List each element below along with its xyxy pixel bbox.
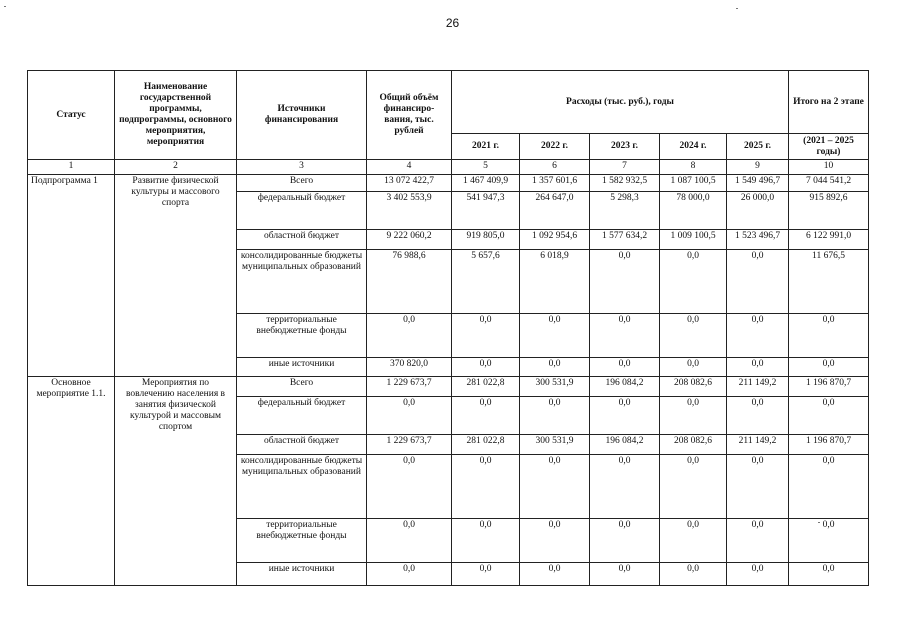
column-number: 4 <box>367 160 452 175</box>
value-cell: 0,0 <box>367 519 452 563</box>
value-cell: 0,0 <box>452 358 520 377</box>
value-cell: 208 082,6 <box>660 377 727 397</box>
value-cell: 0,0 <box>590 397 660 435</box>
value-cell: 0,0 <box>452 455 520 519</box>
value-cell: 1 467 409,9 <box>452 175 520 192</box>
header-expenses: Расходы (тыс. руб.), годы <box>452 71 789 134</box>
value-cell: 0,0 <box>660 358 727 377</box>
value-cell: 0,0 <box>727 250 789 314</box>
source-cell: консолидированные бюджеты муниципальных образований <box>237 455 367 519</box>
value-cell: 78 000,0 <box>660 192 727 230</box>
value-cell: 76 988,6 <box>367 250 452 314</box>
value-cell: 0,0 <box>727 519 789 563</box>
value-cell: 1 092 954,6 <box>520 230 590 250</box>
value-cell: 0,0 <box>590 250 660 314</box>
value-cell: 7 044 541,2 <box>789 175 869 192</box>
value-cell: 0,0 <box>520 519 590 563</box>
value-cell: 541 947,3 <box>452 192 520 230</box>
value-cell: 211 149,2 <box>727 377 789 397</box>
value-cell: 26 000,0 <box>727 192 789 230</box>
column-number: 6 <box>520 160 590 175</box>
financing-table <box>27 70 869 586</box>
value-cell: 11 676,5 <box>789 250 869 314</box>
value-cell: 1 229 673,7 <box>367 435 452 455</box>
value-cell: 0,0 <box>367 455 452 519</box>
value-cell: 0,0 <box>590 519 660 563</box>
value-cell: 0,0 <box>520 455 590 519</box>
source-cell: областной бюджет <box>237 435 367 455</box>
header-year: 2023 г. <box>590 134 660 160</box>
scan-speck <box>818 522 820 523</box>
value-cell: 0,0 <box>520 563 590 586</box>
value-cell: 6 018,9 <box>520 250 590 314</box>
header-stage-years: (2021 – 2025 годы) <box>789 134 869 160</box>
value-cell: 0,0 <box>367 397 452 435</box>
value-cell: 1 577 634,2 <box>590 230 660 250</box>
value-cell: 1 549 496,7 <box>727 175 789 192</box>
value-cell: 0,0 <box>789 519 869 563</box>
value-cell: 208 082,6 <box>660 435 727 455</box>
value-cell: 1 229 673,7 <box>367 377 452 397</box>
header-total: Общий объём финансиро-вания, тыс. рублей <box>367 71 452 160</box>
value-cell: 0,0 <box>452 519 520 563</box>
value-cell: 0,0 <box>367 563 452 586</box>
value-cell: 0,0 <box>452 314 520 358</box>
value-cell: 300 531,9 <box>520 435 590 455</box>
value-cell: 0,0 <box>590 314 660 358</box>
value-cell: 0,0 <box>727 397 789 435</box>
value-cell: 0,0 <box>789 397 869 435</box>
table-row <box>28 377 869 397</box>
value-cell: 0,0 <box>367 314 452 358</box>
header-year: 2024 г. <box>660 134 727 160</box>
column-number: 9 <box>727 160 789 175</box>
value-cell: 0,0 <box>660 455 727 519</box>
source-cell: Всего <box>237 377 367 397</box>
source-cell: консолидированные бюджеты муниципальных образований <box>237 250 367 314</box>
source-cell: федеральный бюджет <box>237 397 367 435</box>
scan-speck <box>736 8 738 9</box>
header-year: 2021 г. <box>452 134 520 160</box>
name-cell: Развитие физической культуры и массового спорта <box>115 175 237 377</box>
value-cell: 0,0 <box>727 455 789 519</box>
value-cell: 0,0 <box>660 314 727 358</box>
name-cell: Мероприятия по вовлечению населения в занятия физической культурой и массовым спортом <box>115 377 237 586</box>
value-cell: 13 072 422,7 <box>367 175 452 192</box>
column-number: 1 <box>28 160 115 175</box>
value-cell: 1 357 601,6 <box>520 175 590 192</box>
value-cell: 9 222 060,2 <box>367 230 452 250</box>
header-year: 2025 г. <box>727 134 789 160</box>
value-cell: 1 087 100,5 <box>660 175 727 192</box>
value-cell: 0,0 <box>590 358 660 377</box>
column-number-row <box>28 160 869 175</box>
value-cell: 0,0 <box>660 250 727 314</box>
value-cell: 1 582 932,5 <box>590 175 660 192</box>
column-number: 5 <box>452 160 520 175</box>
value-cell: 0,0 <box>660 519 727 563</box>
value-cell: 0,0 <box>727 358 789 377</box>
column-number: 10 <box>789 160 869 175</box>
source-cell: территориальные внебюджетные фонды <box>237 314 367 358</box>
source-cell: областной бюджет <box>237 230 367 250</box>
value-cell: 0,0 <box>452 397 520 435</box>
value-cell: 0,0 <box>520 314 590 358</box>
value-cell: 1 009 100,5 <box>660 230 727 250</box>
value-cell: 370 820,0 <box>367 358 452 377</box>
value-cell: 0,0 <box>660 397 727 435</box>
value-cell: 0,0 <box>789 358 869 377</box>
value-cell: 1 196 870,7 <box>789 435 869 455</box>
value-cell: 0,0 <box>727 314 789 358</box>
value-cell: 0,0 <box>590 455 660 519</box>
status-cell: Подпрограмма 1 <box>28 175 115 377</box>
header-sources: Источники финансирования <box>237 71 367 160</box>
status-cell: Основное мероприятие 1.1. <box>28 377 115 586</box>
header-status: Статус <box>28 71 115 160</box>
value-cell: 6 122 991,0 <box>789 230 869 250</box>
value-cell: 0,0 <box>520 397 590 435</box>
source-cell: Всего <box>237 175 367 192</box>
value-cell: 0,0 <box>789 563 869 586</box>
value-cell: 196 084,2 <box>590 377 660 397</box>
value-cell: 0,0 <box>727 563 789 586</box>
value-cell: 5 298,3 <box>590 192 660 230</box>
value-cell: 264 647,0 <box>520 192 590 230</box>
scan-speck <box>4 6 6 7</box>
source-cell: иные источники <box>237 358 367 377</box>
value-cell: 0,0 <box>660 563 727 586</box>
value-cell: 211 149,2 <box>727 435 789 455</box>
value-cell: 281 022,8 <box>452 377 520 397</box>
header-stage-total: Итого на 2 этапе <box>789 71 869 134</box>
page-number: 26 <box>445 16 460 30</box>
value-cell: 300 531,9 <box>520 377 590 397</box>
value-cell: 0,0 <box>452 563 520 586</box>
column-number: 2 <box>115 160 237 175</box>
value-cell: 0,0 <box>789 314 869 358</box>
value-cell: 0,0 <box>590 563 660 586</box>
source-cell: федеральный бюджет <box>237 192 367 230</box>
value-cell: 0,0 <box>520 358 590 377</box>
column-number: 7 <box>590 160 660 175</box>
source-cell: иные источники <box>237 563 367 586</box>
value-cell: 919 805,0 <box>452 230 520 250</box>
table-row <box>28 175 869 192</box>
header-year: 2022 г. <box>520 134 590 160</box>
table-body <box>28 160 869 586</box>
column-number: 3 <box>237 160 367 175</box>
value-cell: 3 402 553,9 <box>367 192 452 230</box>
value-cell: 5 657,6 <box>452 250 520 314</box>
header-name: Наименование государственной программы, подпрограммы, основного мероприятия, мероприятия <box>115 71 237 160</box>
source-cell: территориальные внебюджетные фонды <box>237 519 367 563</box>
value-cell: 281 022,8 <box>452 435 520 455</box>
column-number: 8 <box>660 160 727 175</box>
value-cell: 915 892,6 <box>789 192 869 230</box>
value-cell: 196 084,2 <box>590 435 660 455</box>
value-cell: 1 523 496,7 <box>727 230 789 250</box>
value-cell: 1 196 870,7 <box>789 377 869 397</box>
value-cell: 0,0 <box>789 455 869 519</box>
